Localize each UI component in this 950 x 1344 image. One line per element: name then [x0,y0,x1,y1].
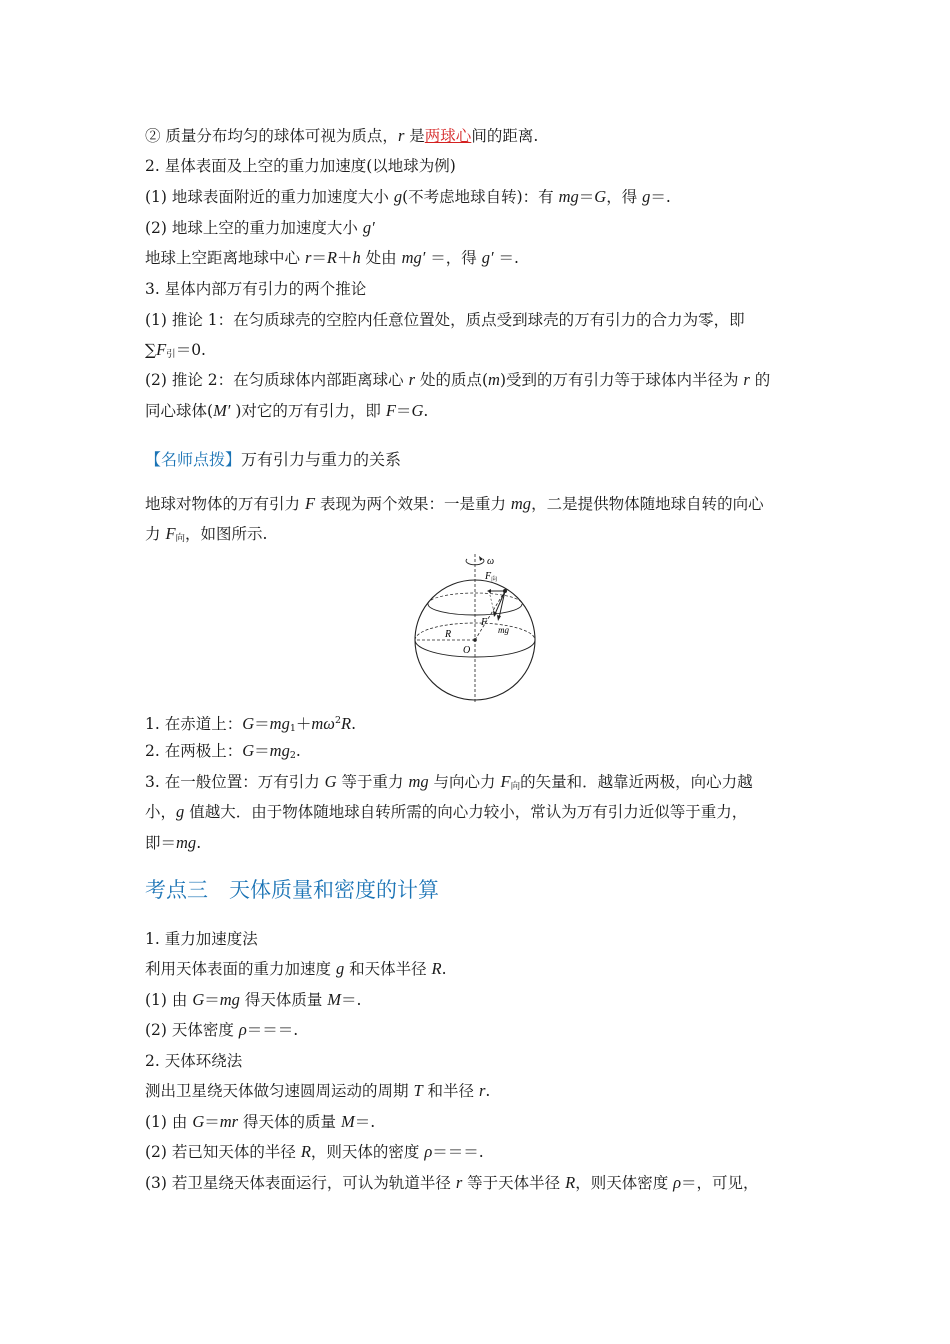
text-run: 1. 在赤道上： [145,715,243,733]
math-var: G [192,1112,205,1131]
text-run: 得天体的质量 [238,1113,341,1131]
text-run: ＝. [650,188,671,206]
text-run: 得天体质量 [239,991,328,1009]
math-var: ρ [238,1020,247,1039]
text-run: ＝0. [175,341,206,359]
text-line [145,494,764,514]
text-run: 是 [404,127,425,145]
center-label: O [463,645,471,656]
text-run: ＝ [204,1113,220,1131]
text-run: 表现为两个效果：一是重力 [315,495,511,513]
text-line: (1) 推论 1：在匀质球壳的空腔内任意位置处，质点受到球壳的万有引力的合力为零，即 [145,311,745,329]
rotation-arrowhead [479,556,483,561]
text-run: 小， [145,803,177,821]
math-var: mω [311,714,335,733]
math-var: G [324,772,337,791]
math-var: mg [219,990,240,1009]
text-run: 地球对物体的万有引力 [145,495,305,513]
weight-label: mg [498,625,509,635]
text-run: ＝ [311,249,327,267]
text-run: ＝，得 [425,249,482,267]
text-line: 1. 重力加速度法 [145,930,258,948]
subscript: 引 [166,349,176,360]
text-run: ＋ [336,249,353,267]
text-run: )受到的万有引力等于球体内半径为 [499,371,744,389]
text-line [145,401,428,421]
text-run: 的 [749,371,771,389]
subscript: 向 [175,533,186,544]
math-var: r [304,248,312,267]
text-run: 3. 在一般位置：万有引力 [145,773,325,791]
text-run: 地球上空距离地球中心 [145,249,305,267]
text-line [145,1173,759,1193]
text-line [145,248,519,268]
text-run: 和半径 [422,1082,479,1100]
math-var: R [326,248,337,267]
text-run: ② 质量分布均匀的球体可视为质点， [145,127,398,145]
text-run: ，则天体密度 [575,1174,674,1192]
text-run: 同心球体( [145,402,214,420]
text-run: )对它的万有引力，即 [230,402,386,420]
text-line [145,1142,484,1162]
subscript: 向 [510,781,521,792]
omega-label: ω [487,556,495,567]
center-point [473,638,477,642]
earth-gravity-diagram [405,554,545,704]
text-run: ，得 [606,188,643,206]
math-var: G [192,990,205,1009]
text-run: ＝. [341,991,362,1009]
text-run: 值越大．由于物体随地球自转所需的向心力较小，常认为万有引力近似等于重力， [184,803,748,821]
math-var: mg [269,741,290,760]
highlighted-term: 两球心 [424,127,472,145]
math-var: F [500,772,511,791]
math-var: F [304,494,316,513]
text-run: ＝ [254,715,270,733]
text-run: (不考虑地球自转)：有 [402,188,559,206]
text-run: 测出卫星绕天体做匀速圆周运动的周期 [145,1082,414,1100]
math-var: g [393,187,403,206]
math-var: R [565,1173,576,1192]
math-var: mg [269,714,290,733]
text-run: (3) 若卫星绕天体表面运行，可认为轨道半径 [145,1174,456,1192]
centripetal-label: $F_向$ [485,571,498,583]
math-var: ρ [424,1142,433,1161]
math-var: R [431,959,442,978]
math-var: R [341,714,352,733]
text-run: 处的质点( [415,371,489,389]
text-run: ＝. [493,249,519,267]
math-var: g [335,959,345,978]
teacher-tip [145,447,401,470]
math-var: m [488,370,500,389]
text-run: . [351,715,357,733]
text-run: (1) 由 [145,991,193,1009]
math-var: T [413,1081,423,1100]
text-line [145,340,206,365]
text-line: 3. 星体内部万有引力的两个推论 [145,280,367,298]
gravitation-label: F [481,617,488,628]
math-var: ρ [673,1173,682,1192]
text-run: ＝ [254,742,270,760]
math-var: r [455,1173,463,1192]
text-run: . [423,402,429,420]
tip-label: 【名师点拨】 [145,450,242,469]
math-var: M [327,990,342,1009]
text-line [145,959,447,979]
section-heading: 考点三 天体质量和密度的计算 [145,878,439,902]
text-run: ∑ [145,341,157,359]
text-run: (2) 地球上空的重力加速度大小 [145,219,363,237]
text-run: ＝，可见， [681,1174,759,1192]
text-run: ，二是提供物体随地球自转的向心 [531,495,764,513]
text-run: 力 [145,525,166,543]
radius-label: R [445,629,452,640]
text-run: 的矢量和．越靠近两极，向心力越 [520,773,753,791]
text-run: 处由 [360,249,402,267]
text-line [145,1020,298,1040]
math-var: g′ [362,218,375,237]
math-var: F [165,524,176,543]
text-run: ＝. [354,1113,376,1131]
object-point [503,589,507,593]
math-var: G [594,187,607,206]
text-run: ，则天体的密度 [310,1143,425,1161]
text-run: (1) 由 [145,1113,193,1131]
text-run: ＝＝＝. [432,1143,484,1161]
math-var: r [397,126,405,145]
subscript: 2 [289,750,296,761]
text-line [145,802,747,822]
text-line [145,1112,375,1132]
text-line [145,772,753,797]
weight-arrowhead [497,615,501,621]
text-line [145,524,267,549]
math-var: mr [219,1112,239,1131]
subscript: 1 [289,723,296,734]
superscript: 2 [334,715,342,726]
text-line [145,370,770,390]
text-line [145,218,375,238]
math-var: G [411,401,424,420]
math-var: r [478,1081,486,1100]
text-run: . [485,1082,491,1100]
text-run: . [441,960,447,978]
text-line [145,187,671,207]
text-run: (2) 若已知天体的半径 [145,1143,301,1161]
text-line [145,833,201,853]
text-run: (1) 地球表面附近的重力加速度大小 [145,188,394,206]
text-run: 利用天体表面的重力加速度 [145,960,336,978]
text-run: 等于天体半径 [462,1174,566,1192]
text-line [145,741,301,766]
math-var: mg [558,187,579,206]
math-var: G [242,741,255,760]
text-run: 与向心力 [428,773,501,791]
math-var: g [176,802,185,821]
math-var: r [743,370,750,389]
math-var: g′ [481,248,494,267]
text-run: 间的距离. [471,127,539,145]
text-run: ，如图所示. [185,525,268,543]
text-run: 等于重力 [336,773,409,791]
math-var: mg′ [401,248,426,267]
text-run: . [196,834,202,852]
text-line: 2. 星体表面及上空的重力加速度(以地球为例) [145,157,456,175]
text-run: ＋ [295,715,312,733]
math-var: F [385,401,396,420]
text-run: 即＝ [145,834,177,852]
math-var: M′ [213,401,231,420]
math-var: g [642,187,651,206]
text-run: ＝ [395,402,412,420]
text-run: (2) 天体密度 [145,1021,239,1039]
math-var: h [352,248,361,267]
text-run: . [295,742,301,760]
text-run: ＝ [204,991,220,1009]
text-line: 2. 天体环绕法 [145,1052,243,1070]
text-run: ＝ [578,188,595,206]
tip-text: 万有引力与重力的关系 [241,450,402,469]
math-var: mg [510,494,532,513]
text-line [145,990,361,1010]
text-line [145,1081,490,1101]
math-var: R [300,1142,311,1161]
math-var: G [242,714,255,733]
text-line [145,126,538,146]
math-var: r [408,370,416,389]
text-run: 2. 在两极上： [145,742,243,760]
text-run: 和天体半径 [344,960,432,978]
text-run: (2) 推论 2：在匀质球体内部距离球心 [145,371,409,389]
math-var: mg [408,772,429,791]
math-var: mg [176,833,197,852]
math-var: M [340,1112,355,1131]
math-var: F [156,340,167,359]
text-run: ＝＝＝. [246,1021,299,1039]
text-line [145,711,356,739]
